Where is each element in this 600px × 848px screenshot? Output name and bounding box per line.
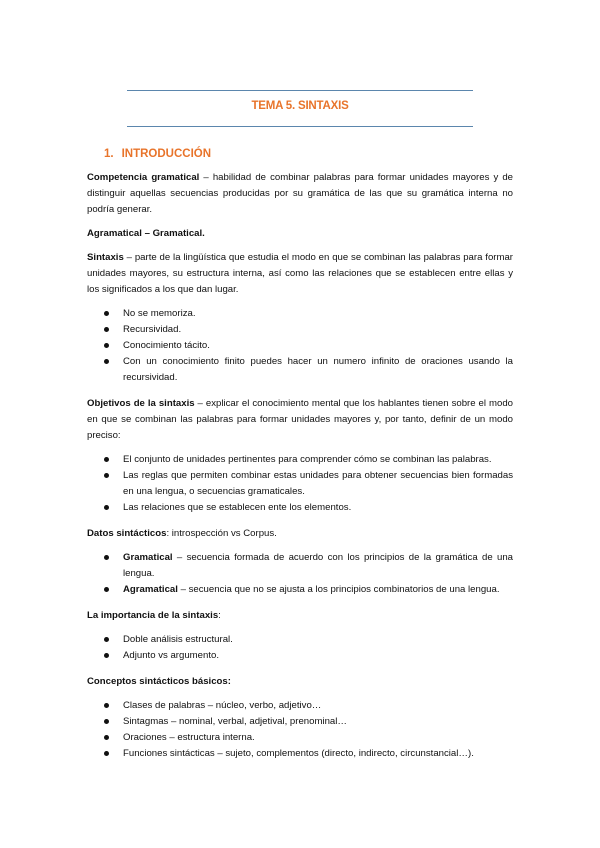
bullet-icon xyxy=(104,327,109,332)
bullet-icon xyxy=(104,311,109,316)
list-properties xyxy=(87,306,513,386)
term-importancia: La importancia de la sintaxis xyxy=(87,610,219,621)
list-item: Doble análisis estructural. xyxy=(87,632,513,648)
bullet-icon xyxy=(104,751,109,756)
bullet-icon xyxy=(104,457,109,462)
bullet-icon xyxy=(104,587,109,592)
list-item: Sintagmas – nominal, verbal, adjetival, prenominal… xyxy=(87,714,513,730)
bullet-icon xyxy=(104,703,109,708)
text-sintaxis: – parte de la lingüística que estudia el modo en que se combinan las palabras para formar unidades mayores, su estructura interna, así como las relaciones que se establecen entre ellas y los significados a los que dan lugar. xyxy=(87,252,513,295)
bullet-icon xyxy=(104,555,109,560)
bullet-icon xyxy=(104,637,109,642)
list-item: Funciones sintácticas – sujeto, complementos (directo, indirecto, circunstancial…). xyxy=(87,746,513,762)
text-competencia: – habilidad de combinar palabras para formar unidades mayores y de distinguir aquellas secuencias producidas por su gramática de las que su gramática interna no podría generar. xyxy=(87,172,514,215)
list-item: Gramatical – secuencia formada de acuerdo con los principios de la gramática de una lengua. xyxy=(87,550,513,582)
page-title: TEMA 5. SINTAXIS xyxy=(251,100,349,112)
list-item: Conocimiento tácito. xyxy=(87,338,513,354)
paragraph-competencia xyxy=(87,170,513,218)
term-datos: Datos sintácticos xyxy=(87,528,167,539)
list-item: Adjunto vs argumento. xyxy=(87,648,513,664)
bullet-icon xyxy=(104,719,109,724)
list-grammaticality xyxy=(87,550,513,598)
list-objectives xyxy=(87,452,513,516)
header-rule-bottom xyxy=(127,126,473,127)
text-datos: : introspección vs Corpus. xyxy=(166,528,277,539)
paragraph-sintaxis xyxy=(87,250,513,298)
list-item: Agramatical – secuencia que no se ajusta a los principios combinatorios de una lengua. xyxy=(87,582,513,598)
bullet-icon xyxy=(104,505,109,510)
list-importance xyxy=(87,632,513,664)
paragraph-objetivos xyxy=(87,396,513,444)
term-objetivos: Objetivos de la sintaxis xyxy=(87,398,195,409)
list-item: Clases de palabras – núcleo, verbo, adjetivo… xyxy=(87,698,513,714)
list-item: Las reglas que permiten combinar estas unidades para obtener secuencias bien formadas en una lengua, o secuencias gramaticales. xyxy=(87,468,513,500)
header-rule-top xyxy=(127,90,473,91)
list-item: El conjunto de unidades pertinentes para comprender cómo se combinan las palabras. xyxy=(87,452,513,468)
paragraph-conceptos: Conceptos sintácticos básicos: xyxy=(87,676,231,687)
bullet-icon xyxy=(104,653,109,658)
document-body xyxy=(87,146,513,772)
list-item: No se memoriza. xyxy=(87,306,513,322)
list-item: Recursividad. xyxy=(87,322,513,338)
paragraph-importancia: La importancia de la sintaxis: xyxy=(87,610,221,621)
paragraph-agramatical: Agramatical – Gramatical. xyxy=(87,228,205,239)
bullet-icon xyxy=(104,735,109,740)
list-item: Con un conocimiento finito puedes hacer un numero infinito de oraciones usando la recursividad. xyxy=(87,354,513,386)
term-competencia: Competencia gramatical xyxy=(87,172,200,183)
bullet-icon xyxy=(104,343,109,348)
term-sintaxis: Sintaxis xyxy=(87,252,124,263)
bullet-icon xyxy=(104,473,109,478)
text-objetivos: – explicar el conocimiento mental que los hablantes tienen sobre el modo en que se combinan las palabras para formar unidades mayores y, por tanto, definir de un modo preciso: xyxy=(87,398,513,441)
list-concepts xyxy=(87,698,513,762)
paragraph-datos xyxy=(87,526,513,542)
list-item: Oraciones – estructura interna. xyxy=(87,730,513,746)
section-title: INTRODUCCIÓN xyxy=(121,148,212,160)
bullet-icon xyxy=(104,359,109,364)
list-item: Las relaciones que se establecen ente los elementos. xyxy=(87,500,513,516)
section-heading xyxy=(104,146,513,162)
section-number: 1. xyxy=(104,148,114,160)
